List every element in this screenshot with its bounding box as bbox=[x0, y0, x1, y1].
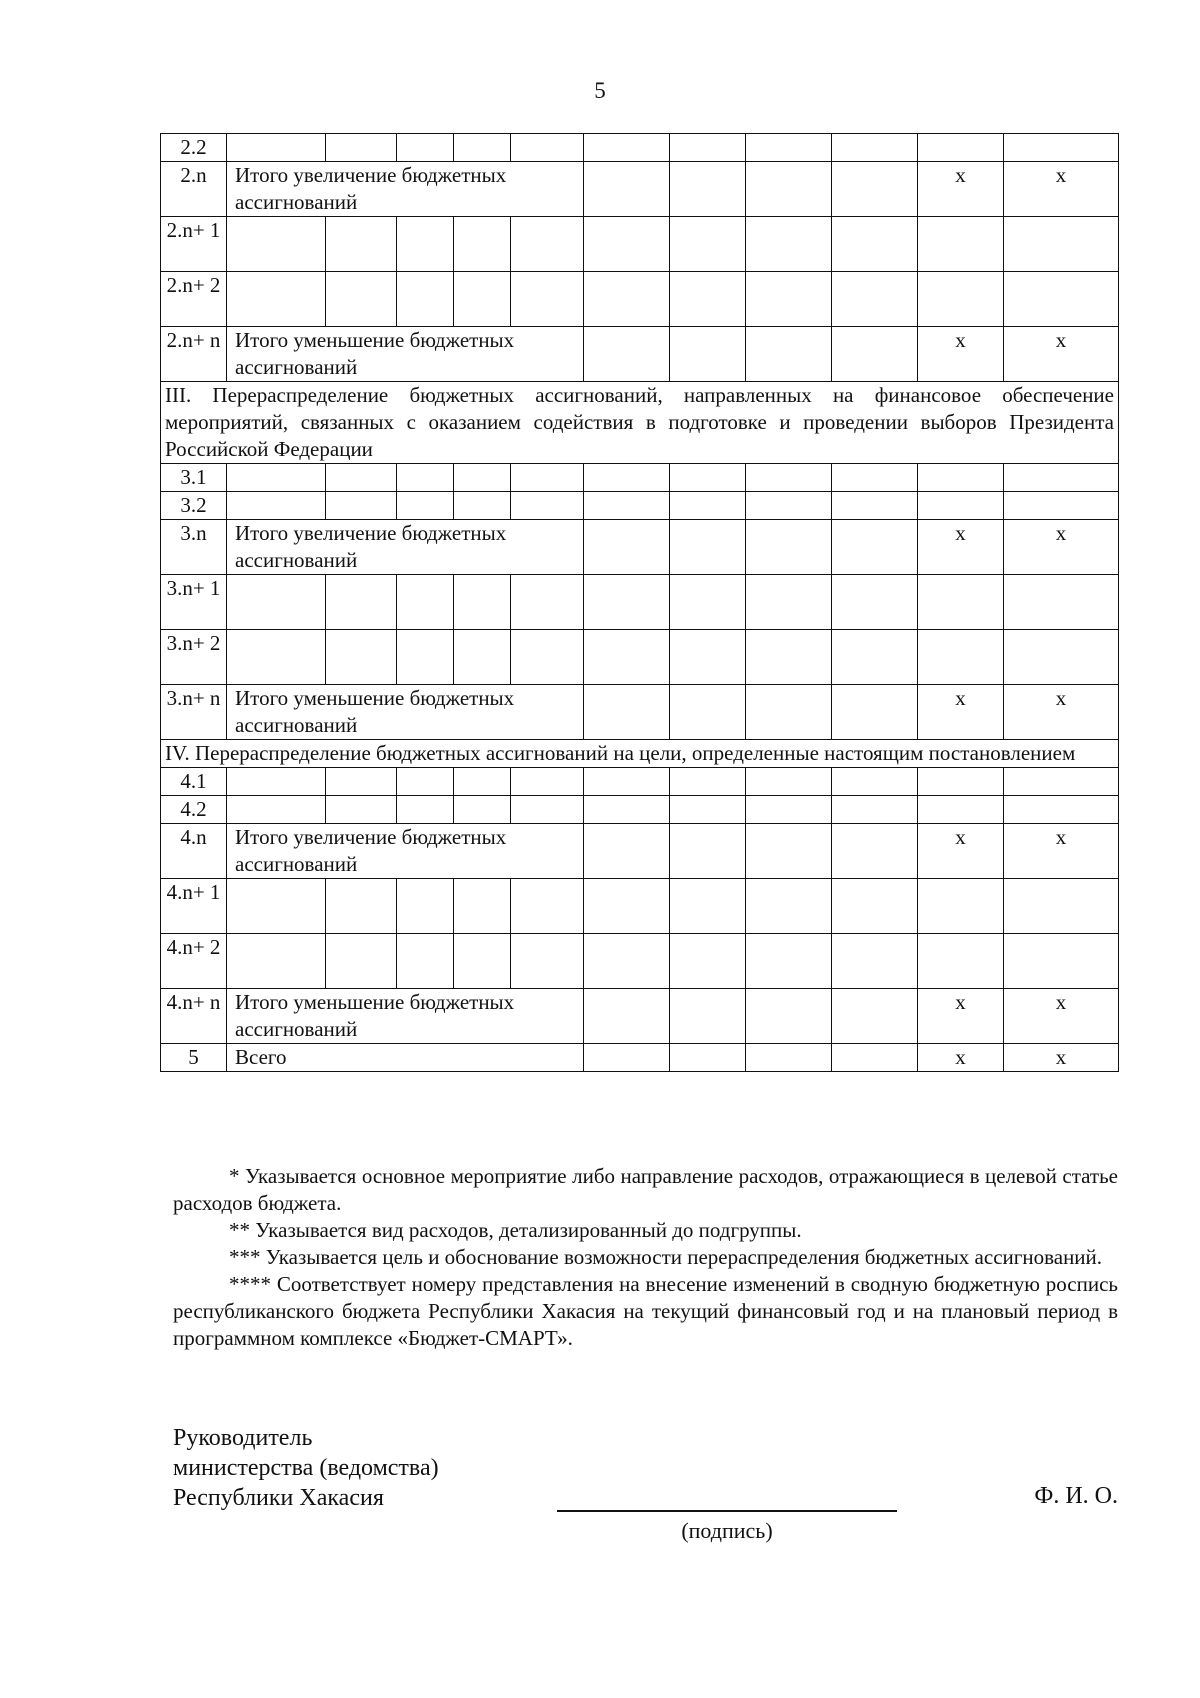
signer-title-line: Республики Хакасия bbox=[173, 1485, 384, 1511]
x-mark: х bbox=[1004, 162, 1119, 217]
table-cell bbox=[832, 989, 918, 1044]
table-cell bbox=[584, 217, 670, 272]
table-cell bbox=[832, 575, 918, 630]
x-mark: х bbox=[1004, 685, 1119, 740]
signer-title-line: Руководитель bbox=[173, 1425, 313, 1451]
table-cell bbox=[670, 685, 746, 740]
table-cell bbox=[454, 272, 511, 327]
table-cell bbox=[326, 796, 397, 824]
table-row bbox=[161, 879, 1119, 934]
table-cell bbox=[670, 162, 746, 217]
table-cell bbox=[326, 879, 397, 934]
table-cell bbox=[832, 272, 918, 327]
table-cell bbox=[832, 327, 918, 382]
table-cell bbox=[832, 685, 918, 740]
table-cell bbox=[670, 934, 746, 989]
table-cell bbox=[832, 934, 918, 989]
table-cell bbox=[670, 134, 746, 162]
signature-block bbox=[173, 1423, 1118, 1513]
table-cell bbox=[584, 272, 670, 327]
signature-caption: (подпись) bbox=[681, 1518, 773, 1543]
table-cell bbox=[746, 630, 832, 685]
table-cell bbox=[454, 630, 511, 685]
total-row bbox=[161, 327, 1119, 382]
table-cell bbox=[832, 824, 918, 879]
table-cell bbox=[670, 879, 746, 934]
table-cell bbox=[832, 217, 918, 272]
table-cell bbox=[584, 162, 670, 217]
total-row bbox=[161, 685, 1119, 740]
table-cell bbox=[832, 796, 918, 824]
total-row bbox=[161, 824, 1119, 879]
table-cell bbox=[584, 989, 670, 1044]
table-cell bbox=[918, 630, 1004, 685]
table-cell bbox=[670, 768, 746, 796]
table-row bbox=[161, 575, 1119, 630]
table-cell bbox=[584, 464, 670, 492]
table-cell bbox=[1004, 134, 1119, 162]
table-cell bbox=[326, 464, 397, 492]
x-mark: х bbox=[918, 989, 1004, 1044]
table-cell bbox=[511, 879, 584, 934]
section-row bbox=[161, 740, 1119, 768]
table-cell bbox=[1004, 217, 1119, 272]
x-mark: х bbox=[1004, 989, 1119, 1044]
x-mark: х bbox=[918, 824, 1004, 879]
table-cell bbox=[584, 575, 670, 630]
row-number: 3.2 bbox=[161, 492, 227, 520]
table-cell bbox=[670, 272, 746, 327]
signature-line bbox=[557, 1510, 897, 1512]
table-cell bbox=[227, 217, 326, 272]
footnote: **** Соответствует номеру представления на внесение изменений в сводную бюджетную роспись республиканского бюджета Республики Хакасия на текущий финансовый год и на плановый период в программном комплексе «Бюджет-СМАРТ». bbox=[173, 1272, 1118, 1350]
table-cell bbox=[397, 464, 454, 492]
x-mark: х bbox=[918, 162, 1004, 217]
table-cell bbox=[832, 464, 918, 492]
row-number: 3.n+ 2 bbox=[161, 630, 227, 685]
table-cell bbox=[326, 934, 397, 989]
table-cell bbox=[670, 796, 746, 824]
table-cell bbox=[1004, 575, 1119, 630]
table-cell bbox=[454, 492, 511, 520]
signer-name: Ф. И. О. bbox=[1034, 1483, 1118, 1509]
table-cell bbox=[918, 492, 1004, 520]
table-row bbox=[161, 934, 1119, 989]
table-cell bbox=[326, 134, 397, 162]
table-cell bbox=[227, 879, 326, 934]
table-cell bbox=[918, 272, 1004, 327]
x-mark: х bbox=[1004, 824, 1119, 879]
table-cell bbox=[397, 217, 454, 272]
row-label: Итого увеличение бюджетных ассигнований bbox=[227, 520, 584, 575]
total-row bbox=[161, 1044, 1119, 1072]
table-cell bbox=[832, 492, 918, 520]
table-cell bbox=[1004, 934, 1119, 989]
table-cell bbox=[584, 768, 670, 796]
table-cell bbox=[832, 630, 918, 685]
row-label: Всего bbox=[227, 1044, 584, 1072]
row-number: 2.2 bbox=[161, 134, 227, 162]
table-cell bbox=[918, 796, 1004, 824]
x-mark: х bbox=[1004, 1044, 1119, 1072]
table-cell bbox=[832, 134, 918, 162]
row-label: Итого уменьшение бюджетных ассигнований bbox=[227, 327, 584, 382]
table-cell bbox=[227, 630, 326, 685]
row-number: 4.n+ 2 bbox=[161, 934, 227, 989]
row-label: Итого увеличение бюджетных ассигнований bbox=[227, 162, 584, 217]
row-label: Итого уменьшение бюджетных ассигнований bbox=[227, 685, 584, 740]
table-cell bbox=[918, 768, 1004, 796]
table-row bbox=[161, 464, 1119, 492]
section-heading: IV. Перераспределение бюджетных ассигнований на цели, определенные настоящим постановлением bbox=[161, 740, 1119, 768]
table-cell bbox=[227, 934, 326, 989]
table-cell bbox=[670, 824, 746, 879]
table-cell bbox=[397, 630, 454, 685]
table-cell bbox=[670, 989, 746, 1044]
x-mark: х bbox=[918, 1044, 1004, 1072]
row-number: 4.1 bbox=[161, 768, 227, 796]
row-number: 4.n+ n bbox=[161, 989, 227, 1044]
row-number: 2.n+ n bbox=[161, 327, 227, 382]
table-cell bbox=[918, 217, 1004, 272]
table-cell bbox=[511, 575, 584, 630]
table-cell bbox=[670, 327, 746, 382]
table-cell bbox=[511, 464, 584, 492]
table-cell bbox=[227, 464, 326, 492]
table-cell bbox=[918, 134, 1004, 162]
table-row bbox=[161, 272, 1119, 327]
table-cell bbox=[454, 134, 511, 162]
table-cell bbox=[454, 768, 511, 796]
table-cell bbox=[670, 492, 746, 520]
table-row bbox=[161, 796, 1119, 824]
x-mark: х bbox=[918, 520, 1004, 575]
table-cell bbox=[832, 1044, 918, 1072]
table-cell bbox=[397, 796, 454, 824]
table-cell bbox=[746, 134, 832, 162]
x-mark: х bbox=[918, 327, 1004, 382]
table-cell bbox=[511, 217, 584, 272]
table-cell bbox=[227, 272, 326, 327]
table-cell bbox=[1004, 492, 1119, 520]
row-label: Итого уменьшение бюджетных ассигнований bbox=[227, 989, 584, 1044]
table-cell bbox=[227, 492, 326, 520]
x-mark: х bbox=[1004, 327, 1119, 382]
table-row bbox=[161, 134, 1119, 162]
table-cell bbox=[670, 520, 746, 575]
table-cell bbox=[746, 272, 832, 327]
table-cell bbox=[584, 934, 670, 989]
table-cell bbox=[326, 217, 397, 272]
budget-table bbox=[160, 133, 1119, 1072]
table-cell bbox=[584, 630, 670, 685]
table-cell bbox=[454, 217, 511, 272]
table-cell bbox=[584, 824, 670, 879]
table-cell bbox=[454, 464, 511, 492]
table-cell bbox=[397, 575, 454, 630]
table-cell bbox=[454, 575, 511, 630]
table-cell bbox=[326, 768, 397, 796]
row-number: 4.n bbox=[161, 824, 227, 879]
table-cell bbox=[227, 768, 326, 796]
footnote: * Указывается основное мероприятие либо направление расходов, отражающиеся в целевой статье расходов бюджета. bbox=[173, 1164, 1118, 1215]
table-cell bbox=[326, 575, 397, 630]
section-row bbox=[161, 382, 1119, 464]
table-cell bbox=[584, 685, 670, 740]
table-cell bbox=[746, 217, 832, 272]
table-cell bbox=[584, 879, 670, 934]
table-row bbox=[161, 768, 1119, 796]
row-label: Итого увеличение бюджетных ассигнований bbox=[227, 824, 584, 879]
total-row bbox=[161, 162, 1119, 217]
table-cell bbox=[1004, 768, 1119, 796]
table-cell bbox=[746, 1044, 832, 1072]
row-number: 3.n+ n bbox=[161, 685, 227, 740]
table-cell bbox=[584, 134, 670, 162]
table-cell bbox=[397, 768, 454, 796]
footnote: ** Указывается вид расходов, детализированный до подгруппы. bbox=[229, 1218, 802, 1242]
footnote: *** Указывается цель и обоснование возможности перераспределения бюджетных ассигнований. bbox=[229, 1245, 1103, 1269]
table-cell bbox=[397, 934, 454, 989]
table-cell bbox=[584, 796, 670, 824]
row-number: 3.n+ 1 bbox=[161, 575, 227, 630]
table-cell bbox=[511, 492, 584, 520]
table-cell bbox=[1004, 796, 1119, 824]
table-cell bbox=[670, 575, 746, 630]
table-cell bbox=[227, 796, 326, 824]
table-cell bbox=[918, 934, 1004, 989]
table-cell bbox=[584, 492, 670, 520]
table-cell bbox=[326, 492, 397, 520]
row-number: 3.n bbox=[161, 520, 227, 575]
table-cell bbox=[227, 134, 326, 162]
table-row bbox=[161, 630, 1119, 685]
section-heading: III. Перераспределение бюджетных ассигнований, направленных на финансовое обеспечение мероприятий, связанных с оказанием содействия в подготовке и проведении выборов Президента Российской Федерации bbox=[161, 382, 1119, 464]
table-cell bbox=[746, 824, 832, 879]
table-cell bbox=[832, 520, 918, 575]
table-cell bbox=[511, 134, 584, 162]
row-number: 4.2 bbox=[161, 796, 227, 824]
table-cell bbox=[584, 327, 670, 382]
total-row bbox=[161, 989, 1119, 1044]
table-cell bbox=[746, 685, 832, 740]
table-cell bbox=[746, 934, 832, 989]
table-cell bbox=[511, 272, 584, 327]
table-cell bbox=[1004, 272, 1119, 327]
table-cell bbox=[454, 879, 511, 934]
table-row bbox=[161, 217, 1119, 272]
total-row bbox=[161, 520, 1119, 575]
table-cell bbox=[511, 768, 584, 796]
table-cell bbox=[832, 162, 918, 217]
row-number: 4.n+ 1 bbox=[161, 879, 227, 934]
row-number: 2.n+ 1 bbox=[161, 217, 227, 272]
table-cell bbox=[454, 934, 511, 989]
row-number: 3.1 bbox=[161, 464, 227, 492]
table-cell bbox=[397, 492, 454, 520]
table-cell bbox=[584, 1044, 670, 1072]
row-number: 2.n bbox=[161, 162, 227, 217]
table-cell bbox=[454, 796, 511, 824]
table-cell bbox=[746, 492, 832, 520]
page-number: 5 bbox=[594, 78, 606, 103]
row-number: 5 bbox=[161, 1044, 227, 1072]
table-cell bbox=[746, 796, 832, 824]
table-cell bbox=[670, 464, 746, 492]
table-cell bbox=[832, 879, 918, 934]
table-cell bbox=[227, 575, 326, 630]
table-cell bbox=[511, 796, 584, 824]
table-cell bbox=[1004, 879, 1119, 934]
table-cell bbox=[511, 630, 584, 685]
table-cell bbox=[746, 989, 832, 1044]
table-cell bbox=[511, 934, 584, 989]
table-cell bbox=[1004, 630, 1119, 685]
table-cell bbox=[397, 879, 454, 934]
table-cell bbox=[918, 464, 1004, 492]
table-cell bbox=[746, 327, 832, 382]
table-cell bbox=[670, 217, 746, 272]
table-cell bbox=[746, 879, 832, 934]
row-number: 2.n+ 2 bbox=[161, 272, 227, 327]
table-cell bbox=[746, 575, 832, 630]
table-cell bbox=[746, 162, 832, 217]
x-mark: х bbox=[918, 685, 1004, 740]
table-cell bbox=[1004, 464, 1119, 492]
table-cell bbox=[670, 1044, 746, 1072]
x-mark: х bbox=[1004, 520, 1119, 575]
table-cell bbox=[584, 520, 670, 575]
footnotes bbox=[173, 1163, 1118, 1352]
table-cell bbox=[746, 464, 832, 492]
signer-title-line: министерства (ведомства) bbox=[173, 1455, 439, 1481]
table-cell bbox=[397, 134, 454, 162]
table-cell bbox=[918, 575, 1004, 630]
table-cell bbox=[397, 272, 454, 327]
table-cell bbox=[326, 630, 397, 685]
table-cell bbox=[918, 879, 1004, 934]
table-cell bbox=[746, 520, 832, 575]
table-cell bbox=[670, 630, 746, 685]
table-cell bbox=[832, 768, 918, 796]
table-cell bbox=[746, 768, 832, 796]
table-cell bbox=[326, 272, 397, 327]
table-row bbox=[161, 492, 1119, 520]
